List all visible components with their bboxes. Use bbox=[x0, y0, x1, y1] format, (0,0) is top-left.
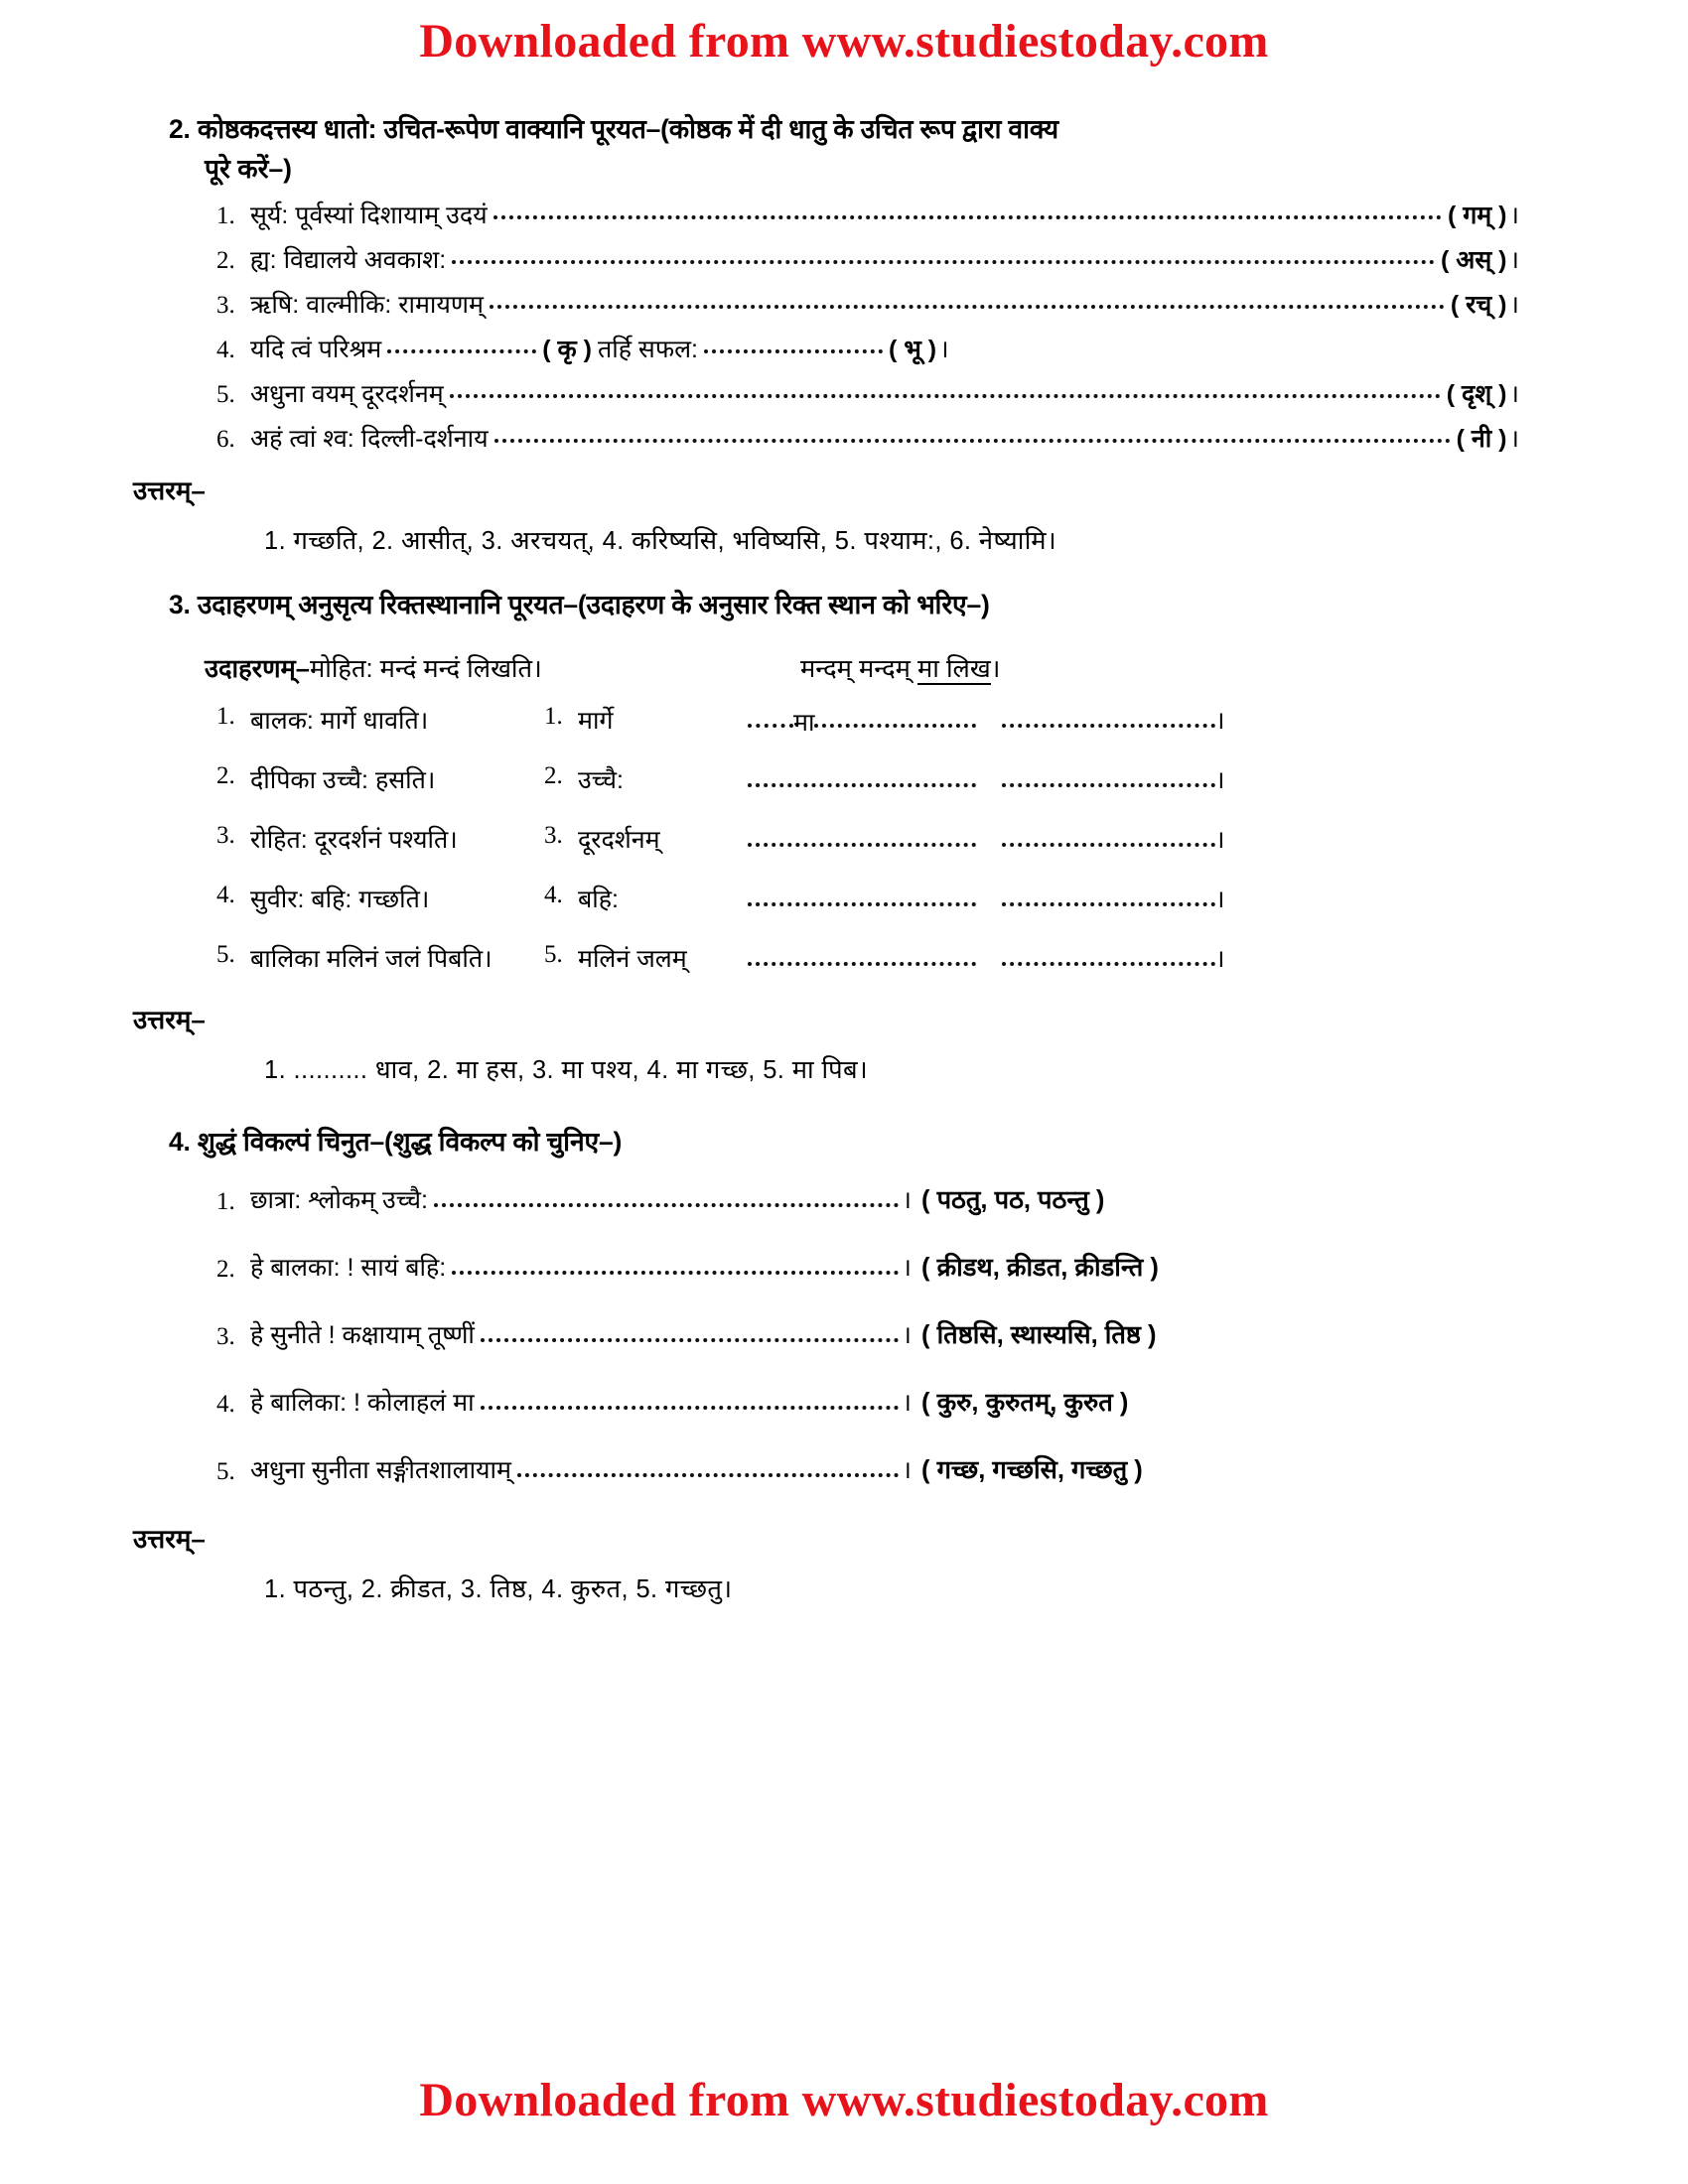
item-number-2: 4. bbox=[544, 881, 563, 908]
blank-dots[interactable] bbox=[490, 304, 1445, 309]
item-number: 1. bbox=[216, 202, 235, 229]
question-2-gloss-line2: पूरे करें–) bbox=[205, 154, 293, 185]
item-number-2: 5. bbox=[544, 940, 563, 968]
blank-dots[interactable] bbox=[434, 1202, 899, 1207]
table-row bbox=[216, 822, 1519, 856]
question-3-block bbox=[169, 585, 1519, 625]
item-number-2: 1. bbox=[544, 702, 563, 730]
row-word bbox=[544, 882, 748, 915]
sentence-text: छात्रा: श्लोकम् उच्चै: bbox=[250, 1185, 428, 1214]
danda: । bbox=[1215, 885, 1225, 913]
word-text: बहि: bbox=[578, 885, 619, 913]
item-number: 4. bbox=[216, 881, 235, 908]
root-hint: ( दृश् ) bbox=[1446, 379, 1507, 408]
danda: । bbox=[939, 335, 949, 363]
row-sentence bbox=[216, 941, 544, 975]
example-answer-underlined: मा लिख bbox=[917, 654, 991, 683]
question-3-heading bbox=[169, 585, 1519, 625]
blank-dots[interactable] bbox=[494, 438, 1451, 443]
example-sentence: मोहित: मन्दं मन्दं लिखति। bbox=[309, 654, 542, 683]
blank-dots[interactable] bbox=[452, 1270, 898, 1275]
sentence-text: हे बालका: ! सायं बहि: bbox=[250, 1253, 447, 1282]
blank-cell-a[interactable] bbox=[748, 782, 976, 787]
item-number: 1. bbox=[216, 1187, 235, 1215]
root-hint: ( गम् ) bbox=[1447, 201, 1507, 229]
blank-cell-b[interactable] bbox=[1002, 842, 1215, 847]
danda: । bbox=[902, 1455, 912, 1484]
row-sentence bbox=[216, 703, 544, 737]
row-word bbox=[544, 941, 748, 975]
question-2-sanskrit: कोष्ठकदत्तस्य धातो: उचित-रूपेण वाक्यानि पूरयत bbox=[197, 114, 646, 144]
blank-dots-2[interactable] bbox=[704, 348, 883, 353]
option-choices[interactable]: ( पठतु, पठ, पठन्तु ) bbox=[921, 1185, 1105, 1214]
list-item bbox=[169, 290, 1519, 319]
option-choices[interactable]: ( कुरु, कुरुतम्, कुरुत ) bbox=[921, 1388, 1129, 1417]
danda: । bbox=[1215, 825, 1225, 854]
question-3-dash: – bbox=[563, 589, 578, 619]
item-number: 3. bbox=[216, 821, 235, 849]
blank-cell-b[interactable] bbox=[1002, 901, 1215, 906]
example-label: उदाहरणम्– bbox=[205, 654, 310, 683]
blank-dots[interactable] bbox=[481, 1337, 899, 1342]
item-number: 4. bbox=[216, 1390, 235, 1418]
item-number-2: 2. bbox=[544, 761, 563, 789]
danda: । bbox=[1215, 765, 1225, 794]
item-text: ऋषि: वाल्मीकि: रामायणम् bbox=[250, 290, 484, 319]
prefilled-answer: मा bbox=[793, 708, 815, 737]
option-choices[interactable]: ( क्रीडथ, क्रीडत, क्रीडन्ति ) bbox=[921, 1253, 1159, 1282]
question-4-list bbox=[169, 1182, 1519, 1486]
question-2-answers: 1. गच्छति, 2. आसीत्, 3. अरचयत्, 4. करिष्यसि, भविष्यसि, 5. पश्याम:, 6. नेष्यामि। bbox=[264, 526, 1057, 555]
list-item bbox=[216, 1182, 1519, 1216]
danda: । bbox=[1215, 944, 1225, 973]
question-2-gloss-line1: (कोष्ठक में दी धातु के उचित रूप द्वारा वाक्य bbox=[660, 114, 1058, 144]
blank-cell-a[interactable] bbox=[748, 961, 976, 966]
question-3-example bbox=[169, 651, 1519, 685]
item-number: 6. bbox=[216, 425, 235, 453]
blank-cell-a[interactable] bbox=[748, 703, 976, 737]
item-number: 2. bbox=[216, 1255, 235, 1283]
blank-dots[interactable] bbox=[517, 1472, 899, 1477]
example-left bbox=[205, 651, 800, 685]
question-2-number: 2. bbox=[169, 114, 191, 144]
list-item bbox=[216, 1385, 1519, 1419]
row-sentence bbox=[216, 882, 544, 915]
root-hint: ( कृ ) bbox=[542, 335, 592, 363]
blank-cell-a[interactable] bbox=[748, 901, 976, 906]
question-3-gloss: (उदाहरण के अनुसार रिक्त स्थान को भरिए–) bbox=[577, 589, 990, 619]
sentence-text: बालक: मार्गे धावति। bbox=[250, 706, 429, 735]
watermark-bottom: Downloaded from www.studiestoday.com bbox=[419, 2074, 1269, 2126]
example-answer-prefix: मन्दम् मन्दम् bbox=[800, 654, 918, 683]
item-text: सूर्य: पूर्वस्यां दिशायाम् उदयं bbox=[250, 201, 488, 229]
danda: । bbox=[1509, 201, 1519, 229]
danda: । bbox=[1509, 424, 1519, 453]
table-row bbox=[216, 941, 1519, 975]
word-text: मलिनं जलम् bbox=[578, 944, 687, 973]
danda: । bbox=[1215, 706, 1225, 735]
item-number: 3. bbox=[216, 1322, 235, 1350]
item-text: अहं त्वां श्व: दिल्ली-दर्शनाय bbox=[250, 424, 489, 453]
sentence-text: रोहित: दूरदर्शनं पश्यति। bbox=[250, 825, 458, 854]
question-3-answers: 1. .......... धाव, 2. मा हस, 3. मा पश्य, 4. मा गच्छ, 5. मा पिब। bbox=[264, 1055, 869, 1084]
question-2-heading bbox=[169, 109, 1519, 150]
word-text: उच्चै: bbox=[578, 765, 624, 794]
table-row bbox=[216, 762, 1519, 796]
item-number: 3. bbox=[216, 291, 235, 319]
list-item bbox=[216, 1317, 1519, 1351]
blank-dots[interactable] bbox=[481, 1405, 899, 1410]
blank-dots[interactable] bbox=[387, 348, 536, 353]
sentence-text: हे बालिका: ! कोलाहलं मा bbox=[250, 1388, 475, 1417]
row-word bbox=[544, 703, 748, 737]
table-row bbox=[216, 882, 1519, 915]
option-sentence bbox=[216, 1452, 912, 1486]
option-sentence bbox=[216, 1385, 912, 1419]
table-row bbox=[216, 703, 1519, 737]
blank-dots[interactable] bbox=[493, 214, 1442, 219]
option-choices[interactable]: ( गच्छ, गच्छसि, गच्छतु ) bbox=[921, 1455, 1143, 1484]
item-number: 4. bbox=[216, 336, 235, 363]
document-content bbox=[133, 109, 1519, 1605]
row-sentence bbox=[216, 822, 544, 856]
question-4-gloss: (शुद्ध विकल्प को चुनिए–) bbox=[384, 1126, 623, 1157]
row-word bbox=[544, 762, 748, 796]
row-sentence bbox=[216, 762, 544, 796]
root-hint: ( अस् ) bbox=[1440, 245, 1507, 274]
option-sentence bbox=[216, 1250, 912, 1284]
item-number: 1. bbox=[216, 702, 235, 730]
list-item bbox=[169, 379, 1519, 408]
list-item bbox=[169, 424, 1519, 453]
example-right bbox=[800, 651, 1000, 685]
blank-cell-a[interactable] bbox=[748, 842, 976, 847]
option-sentence bbox=[216, 1317, 912, 1351]
word-text: दूरदर्शनम् bbox=[578, 825, 660, 854]
question-4-answer-label: उत्तरम्– bbox=[133, 1523, 206, 1554]
blank-cell-b[interactable] bbox=[1002, 782, 1215, 787]
danda: । bbox=[902, 1253, 912, 1282]
watermark-top: Downloaded from www.studiestoday.com bbox=[419, 15, 1269, 68]
list-item bbox=[169, 201, 1519, 229]
blank-dots[interactable] bbox=[452, 259, 1435, 264]
question-3-number: 3. bbox=[169, 589, 191, 619]
root-hint: ( नी ) bbox=[1456, 424, 1507, 453]
sentence-text: दीपिका उच्चै: हसति। bbox=[250, 765, 436, 794]
option-choices[interactable]: ( तिष्ठसि, स्थास्यसि, तिष्ठ ) bbox=[921, 1320, 1157, 1349]
blank-cell-b[interactable] bbox=[1002, 723, 1215, 728]
danda: । bbox=[1509, 245, 1519, 274]
danda: । bbox=[1509, 379, 1519, 408]
sentence-text: बालिका मलिनं जलं पिबति। bbox=[250, 944, 492, 973]
sentence-text: अधुना सुनीता सङ्गीतशालायाम् bbox=[250, 1455, 511, 1484]
list-item bbox=[216, 1250, 1519, 1284]
item-number: 2. bbox=[216, 761, 235, 789]
blank-cell-b[interactable] bbox=[1002, 961, 1215, 966]
item-number: 5. bbox=[216, 1457, 235, 1485]
question-3-grid bbox=[169, 703, 1519, 975]
danda: । bbox=[902, 1185, 912, 1214]
danda: । bbox=[902, 1388, 912, 1417]
danda: । bbox=[902, 1320, 912, 1349]
list-item bbox=[169, 335, 1519, 363]
item-text: ह्य: विद्यालये अवकाश: bbox=[250, 245, 447, 274]
sentence-text: सुवीर: बहि: गच्छति। bbox=[250, 885, 430, 913]
row-word bbox=[544, 822, 748, 856]
sentence-text: हे सुनीते ! कक्षायाम् तूष्णीं bbox=[250, 1320, 475, 1349]
item-text-2: तर्हि सफल: bbox=[597, 335, 698, 363]
question-2-list bbox=[169, 201, 1519, 453]
question-3-answer-label: उत्तरम्– bbox=[133, 1004, 206, 1034]
item-number: 5. bbox=[216, 940, 235, 968]
item-number: 2. bbox=[216, 246, 235, 274]
list-item bbox=[216, 1452, 1519, 1486]
root-hint-2: ( भू ) bbox=[889, 335, 937, 363]
option-sentence bbox=[216, 1182, 912, 1216]
question-3-sanskrit: उदाहरणम् अनुसृत्य रिक्तस्थानानि पूरयत bbox=[197, 589, 564, 619]
item-text: अधुना वयम् दूरदर्शनम् bbox=[250, 379, 444, 408]
list-item bbox=[169, 245, 1519, 274]
question-4-dash: – bbox=[369, 1126, 385, 1157]
item-number: 5. bbox=[216, 380, 235, 408]
word-text: मार्गे bbox=[578, 706, 614, 735]
question-4-answers: 1. पठन्तु, 2. क्रीडत, 3. तिष्ठ, 4. कुरुत, 5. गच्छतु। bbox=[264, 1574, 733, 1603]
question-2-answer-label: उत्तरम्– bbox=[133, 475, 206, 505]
example-answer-danda: । bbox=[990, 654, 1001, 683]
blank-dots[interactable] bbox=[450, 393, 1441, 398]
question-4-block bbox=[169, 1122, 1519, 1162]
item-number-2: 3. bbox=[544, 821, 563, 849]
root-hint: ( रच् ) bbox=[1450, 290, 1507, 319]
question-4-sanskrit: शुद्धं विकल्पं चिनुत bbox=[197, 1126, 370, 1157]
question-4-number: 4. bbox=[169, 1126, 191, 1157]
question-2-dash: – bbox=[645, 114, 661, 144]
danda: । bbox=[1509, 290, 1519, 319]
item-text: यदि त्वं परिश्रम bbox=[250, 335, 382, 363]
question-4-heading bbox=[169, 1122, 1519, 1162]
question-2-block bbox=[169, 109, 1519, 190]
